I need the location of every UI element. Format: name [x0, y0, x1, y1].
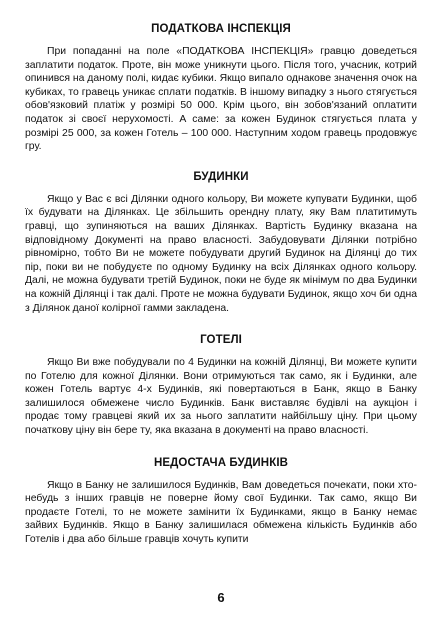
section-paragraph: При попаданні на поле «ПОДАТКОВА ІНСПЕКЦІЯ» гравцю доведеться заплатити податок. Проте, він може уникнути цього. Після того, учасник, котрий опинився на даному полі, кидає кубики. Якщо випало однакове значення очок на кубиках, то гравець уникає сплати податків. В іншому випадку з нього стягується обов'язковий платіж у розмірі 50 000. Крім цього, він зобов'язаний оплатити податок зі своєї нерухомості. А саме: за кожен Будинок стягується плата у розмірі 25 000, за кожен Готель – 100 000. Наступним ходом гравець продовжує гру. — [25, 46, 417, 153]
section-housing-shortage — [25, 456, 417, 547]
section-houses — [25, 170, 417, 315]
section-hotels — [25, 333, 417, 438]
section-paragraph: Якщо у Вас є всі Ділянки одного кольору, Ви можете купувати Будинки, щоб їх будувати на Ділянках. Це збільшить орендну плату, яку Вам платитимуть гравці, що зупиняються на ваших Ділянках. Вартість Будинку вказана на відповідному Документі на право власності. Забудовувати Ділянки потрібно рівномірно, тобто Ви не можете побудувати другий Будинок на Ділянці до тих пір, поки ви не побудуєте по одному Будинку на всіх Ділянках одного кольору. Далі, не можна будувати третій Будинок, поки не буде як мінімум по два Будинки на кожній Ділянці і так далі. Проте не можна будувати Будинок, якщо хоч би одна з Ділянок даної колірної гамми закладена. — [25, 193, 417, 314]
section-paragraph: Якщо в Банку не залишилося Будинків, Вам доведеться почекати, поки хто-небудь з інших гравців не поверне йому свої Будинки. Так само, якщо Ви продаєте Готелі, то не можете замінити їх Будинками, якщо в Банку немає зайвих Будинків. Якщо в Банку залишилася обмежена кількість Будинків або Готелів і два або більше гравців хочуть купити — [25, 479, 417, 546]
section-heading: БУДИНКИ — [193, 170, 249, 183]
section-tax-inspection — [25, 22, 417, 154]
section-heading: НЕДОСТАЧА БУДИНКІВ — [153, 456, 289, 469]
section-paragraph: Якщо Ви вже побудували по 4 Будинки на кожній Ділянці, Ви можете купити по Готелю для кожної Ділянки. Вони отримуються так само, як і Будинки, але кожен Готель вартує 4-х Будинків, які повертаються в Банк, якщо в Банку залишилося обмежене число Будинків. Банк виставляє будівлі на аукціон і продає тому гравцеві який их за нього заплатити найбільшу ціну. При цьому початкову ціну він бере ту, яка вказана в документі на право власності. — [25, 357, 417, 437]
page-number: 6 — [217, 590, 225, 605]
section-heading: ГОТЕЛІ — [200, 334, 242, 347]
section-heading: ПОДАТКОВА ІНСПЕКЦІЯ — [151, 23, 291, 35]
